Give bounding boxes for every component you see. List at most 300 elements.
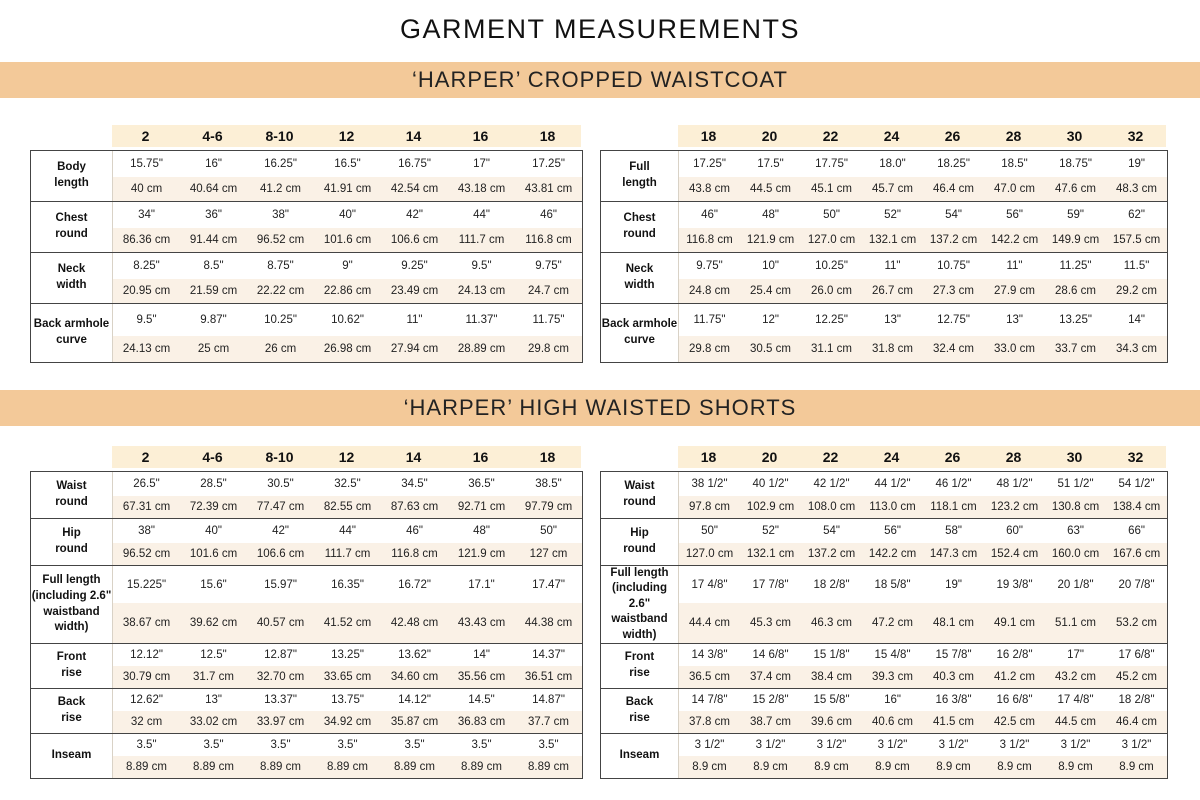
inch-value: 63" — [1067, 525, 1084, 537]
cm-value: 121.9 cm — [448, 543, 515, 565]
inch-value: 17.47" — [532, 578, 565, 591]
inch-value: 8.25" — [133, 260, 160, 272]
inch-value: 16" — [205, 158, 222, 170]
cm-value: 46.4 cm — [1106, 711, 1167, 733]
inch-value: 3 1/2" — [1121, 739, 1152, 751]
inch-value: 54" — [945, 209, 962, 221]
cm-value: 40.3 cm — [923, 666, 984, 688]
inch-value: 3 1/2" — [816, 739, 847, 751]
inch-value: 12.87" — [264, 649, 297, 661]
inch-value: 11.25" — [1059, 260, 1092, 272]
cm-value: 113.0 cm — [862, 496, 923, 518]
header-spacer — [30, 446, 112, 468]
measurement-row — [600, 733, 1168, 779]
cm-value: 8.89 cm — [448, 756, 515, 778]
measurement-label: Body length — [31, 151, 113, 201]
inch-value: 14 3/8" — [691, 649, 728, 661]
inch-value: 3 1/2" — [938, 739, 969, 751]
cm-value: 40.57 cm — [247, 603, 314, 643]
cm-value: 106.6 cm — [381, 228, 448, 252]
cm-value: 35.87 cm — [381, 711, 448, 733]
measurement-row — [30, 733, 583, 779]
inch-value: 60" — [1006, 525, 1023, 537]
inch-value: 50" — [823, 209, 840, 221]
inch-value: 3 1/2" — [694, 739, 725, 751]
header-spacer — [600, 125, 678, 147]
cm-value: 37.8 cm — [679, 711, 740, 733]
inch-value: 19 3/8" — [996, 578, 1033, 591]
inch-value: 16 6/8" — [996, 694, 1033, 706]
inch-value: 15 4/8" — [874, 649, 911, 661]
cm-value: 41.2 cm — [984, 666, 1045, 688]
inch-value: 18.0" — [879, 158, 906, 170]
cm-value: 31.8 cm — [862, 336, 923, 362]
measurement-row — [600, 303, 1168, 363]
inch-value: 14.87" — [532, 694, 565, 706]
inch-value: 30.5" — [267, 478, 294, 490]
size-header: 28 — [983, 446, 1044, 468]
measurement-label: Chest round — [601, 202, 679, 252]
cm-value: 46.4 cm — [923, 177, 984, 201]
inch-value: 50" — [701, 525, 718, 537]
size-header: 2 — [112, 446, 179, 468]
inch-value: 52" — [762, 525, 779, 537]
size-header: 30 — [1044, 446, 1105, 468]
inch-value: 13.25" — [331, 649, 364, 661]
cm-value: 29.2 cm — [1106, 279, 1167, 303]
size-header: 16 — [447, 446, 514, 468]
inch-value: 13" — [205, 694, 222, 706]
inch-value: 12.25" — [815, 314, 848, 326]
cm-value: 8.9 cm — [1106, 756, 1167, 778]
inch-value: 42" — [272, 525, 289, 537]
inch-value: 13" — [884, 314, 901, 326]
inch-value: 15 5/8" — [813, 694, 850, 706]
size-header: 24 — [861, 446, 922, 468]
cm-value: 36.5 cm — [679, 666, 740, 688]
inch-value: 9.75" — [696, 260, 723, 272]
cm-value: 30.79 cm — [113, 666, 180, 688]
measurement-row — [30, 471, 583, 519]
measurement-row — [600, 471, 1168, 519]
cm-value: 20.95 cm — [113, 279, 180, 303]
measurement-label: Front rise — [31, 644, 113, 688]
cm-value: 24.13 cm — [113, 336, 180, 362]
inch-value: 9.5" — [136, 314, 157, 326]
inch-value: 51 1/2" — [1057, 478, 1094, 490]
inch-value: 46" — [540, 209, 557, 221]
inch-value: 9.75" — [535, 260, 562, 272]
cm-value: 8.9 cm — [862, 756, 923, 778]
inch-value: 54" — [823, 525, 840, 537]
inch-value: 16 2/8" — [996, 649, 1033, 661]
cm-value: 51.1 cm — [1045, 603, 1106, 643]
inch-value: 3.5" — [337, 739, 358, 751]
section-title-shorts: ‘HARPER’ HIGH WAISTED SHORTS — [0, 390, 1200, 426]
measurement-label: Inseam — [601, 734, 679, 778]
inch-value: 17 4/8" — [1057, 694, 1094, 706]
inch-value: 32.5" — [334, 478, 361, 490]
size-header: 4-6 — [179, 125, 246, 147]
inch-value: 17.25" — [693, 158, 726, 170]
cm-value: 127.0 cm — [679, 543, 740, 565]
cm-value: 116.8 cm — [679, 228, 740, 252]
cm-value: 48.1 cm — [923, 603, 984, 643]
inch-value: 10.25" — [815, 260, 848, 272]
cm-value: 41.2 cm — [247, 177, 314, 201]
inch-value: 36" — [205, 209, 222, 221]
cm-value: 137.2 cm — [923, 228, 984, 252]
cm-value: 8.89 cm — [314, 756, 381, 778]
cm-value: 29.8 cm — [679, 336, 740, 362]
measurement-label: Hip round — [601, 519, 679, 565]
cm-value: 36.83 cm — [448, 711, 515, 733]
header-spacer — [600, 446, 678, 468]
inch-value: 40" — [205, 525, 222, 537]
size-header-row — [30, 125, 583, 147]
waistcoat-table-small-sizes — [30, 125, 583, 363]
page-title: GARMENT MEASUREMENTS — [399, 14, 801, 44]
cm-value: 45.2 cm — [1106, 666, 1167, 688]
measurement-row — [600, 688, 1168, 734]
measurement-row — [600, 518, 1168, 566]
inch-value: 66" — [1128, 525, 1145, 537]
cm-value: 40.64 cm — [180, 177, 247, 201]
measurement-row — [600, 201, 1168, 253]
cm-value: 32 cm — [113, 711, 180, 733]
inch-value: 11.75" — [693, 314, 726, 326]
inch-value: 15 7/8" — [935, 649, 972, 661]
measurement-label: Back armhole curve — [601, 304, 679, 362]
inch-value: 11.75" — [532, 314, 565, 326]
inch-value: 36.5" — [468, 478, 495, 490]
cm-value: 8.9 cm — [1045, 756, 1106, 778]
cm-value: 147.3 cm — [923, 543, 984, 565]
inch-value: 3.5" — [203, 739, 224, 751]
inch-value: 17.1" — [468, 578, 495, 591]
cm-value: 8.89 cm — [515, 756, 582, 778]
size-header: 8-10 — [246, 125, 313, 147]
inch-value: 3.5" — [270, 739, 291, 751]
inch-value: 18 5/8" — [874, 578, 911, 591]
cm-value: 24.13 cm — [448, 279, 515, 303]
inch-value: 38 1/2" — [691, 478, 728, 490]
inch-value: 14" — [1128, 314, 1145, 326]
cm-value: 8.9 cm — [984, 756, 1045, 778]
inch-value: 11" — [1006, 260, 1023, 272]
inch-value: 15.6" — [200, 578, 227, 591]
cm-value: 116.8 cm — [515, 228, 582, 252]
inch-value: 46" — [406, 525, 423, 537]
inch-value: 16.5" — [334, 158, 361, 170]
inch-value: 19" — [945, 578, 962, 591]
cm-value: 142.2 cm — [984, 228, 1045, 252]
cm-value: 48.3 cm — [1106, 177, 1167, 201]
cm-value: 22.86 cm — [314, 279, 381, 303]
size-header: 18 — [678, 446, 739, 468]
cm-value: 86.36 cm — [113, 228, 180, 252]
inch-value: 3 1/2" — [999, 739, 1030, 751]
section-title-waistcoat: ‘HARPER’ CROPPED WAISTCOAT — [0, 62, 1200, 98]
cm-value: 27.94 cm — [381, 336, 448, 362]
cm-value: 43.81 cm — [515, 177, 582, 201]
inch-value: 14 7/8" — [691, 694, 728, 706]
cm-value: 77.47 cm — [247, 496, 314, 518]
measurement-row — [600, 565, 1168, 644]
cm-value: 91.44 cm — [180, 228, 247, 252]
cm-value: 32.4 cm — [923, 336, 984, 362]
cm-value: 47.0 cm — [984, 177, 1045, 201]
cm-value: 67.31 cm — [113, 496, 180, 518]
inch-value: 10.75" — [937, 260, 970, 272]
size-header-row — [30, 446, 583, 468]
cm-value: 40 cm — [113, 177, 180, 201]
cm-value: 35.56 cm — [448, 666, 515, 688]
size-header: 16 — [447, 125, 514, 147]
inch-value: 17.25" — [532, 158, 565, 170]
cm-value: 33.02 cm — [180, 711, 247, 733]
cm-value: 96.52 cm — [247, 228, 314, 252]
cm-value: 23.49 cm — [381, 279, 448, 303]
inch-value: 12.5" — [200, 649, 227, 661]
inch-value: 17.5" — [757, 158, 784, 170]
cm-value: 101.6 cm — [180, 543, 247, 565]
inch-value: 3.5" — [471, 739, 492, 751]
cm-value: 111.7 cm — [448, 228, 515, 252]
inch-value: 15.225" — [126, 578, 167, 591]
inch-value: 12.12" — [130, 649, 163, 661]
measurement-row — [600, 252, 1168, 304]
cm-value: 43.8 cm — [679, 177, 740, 201]
inch-value: 17 4/8" — [691, 578, 728, 591]
cm-value: 92.71 cm — [448, 496, 515, 518]
inch-value: 34.5" — [401, 478, 428, 490]
inch-value: 34" — [138, 209, 155, 221]
cm-value: 123.2 cm — [984, 496, 1045, 518]
inch-value: 11.37" — [465, 314, 498, 326]
inch-value: 16.75" — [398, 158, 431, 170]
measurement-row — [30, 201, 583, 253]
inch-value: 3.5" — [136, 739, 157, 751]
size-header: 30 — [1044, 125, 1105, 147]
cm-value: 36.51 cm — [515, 666, 582, 688]
cm-value: 87.63 cm — [381, 496, 448, 518]
measurement-row — [30, 688, 583, 734]
inch-value: 50" — [540, 525, 557, 537]
cm-value: 46.3 cm — [801, 603, 862, 643]
inch-value: 12.75" — [937, 314, 970, 326]
cm-value: 41.91 cm — [314, 177, 381, 201]
inch-value: 9.87" — [200, 314, 227, 326]
inch-value: 12" — [762, 314, 779, 326]
inch-value: 15 1/8" — [813, 649, 850, 661]
measurement-label: Neck width — [601, 253, 679, 303]
cm-value: 39.62 cm — [180, 603, 247, 643]
cm-value: 43.2 cm — [1045, 666, 1106, 688]
size-header: 2 — [112, 125, 179, 147]
inch-value: 48" — [762, 209, 779, 221]
inch-value: 13.75" — [331, 694, 364, 706]
cm-value: 101.6 cm — [314, 228, 381, 252]
cm-value: 33.97 cm — [247, 711, 314, 733]
cm-value: 157.5 cm — [1106, 228, 1167, 252]
size-header: 8-10 — [246, 446, 313, 468]
cm-value: 42.54 cm — [381, 177, 448, 201]
cm-value: 27.9 cm — [984, 279, 1045, 303]
inch-value: 17.75" — [815, 158, 848, 170]
inch-value: 14.37" — [532, 649, 565, 661]
measurement-label: Full length — [601, 151, 679, 201]
cm-value: 49.1 cm — [984, 603, 1045, 643]
inch-value: 42" — [406, 209, 423, 221]
inch-value: 48 1/2" — [996, 478, 1033, 490]
inch-value: 16.72" — [398, 578, 431, 591]
inch-value: 16 3/8" — [935, 694, 972, 706]
cm-value: 31.7 cm — [180, 666, 247, 688]
cm-value: 8.89 cm — [113, 756, 180, 778]
inch-value: 11" — [406, 314, 423, 326]
measurement-label: Chest round — [31, 202, 113, 252]
inch-value: 11" — [884, 260, 901, 272]
cm-value: 108.0 cm — [801, 496, 862, 518]
size-header: 20 — [739, 446, 800, 468]
inch-value: 18.5" — [1001, 158, 1028, 170]
cm-value: 152.4 cm — [984, 543, 1045, 565]
measurement-label: Full length (including 2.6" waistband width) — [601, 566, 679, 643]
measurement-row — [600, 150, 1168, 202]
cm-value: 116.8 cm — [381, 543, 448, 565]
cm-value: 132.1 cm — [740, 543, 801, 565]
cm-value: 8.9 cm — [923, 756, 984, 778]
inch-value: 9.25" — [401, 260, 428, 272]
inch-value: 56" — [884, 525, 901, 537]
inch-value: 8.5" — [203, 260, 224, 272]
cm-value: 41.52 cm — [314, 603, 381, 643]
cm-value: 43.18 cm — [448, 177, 515, 201]
cm-value: 45.3 cm — [740, 603, 801, 643]
cm-value: 25 cm — [180, 336, 247, 362]
cm-value: 42.5 cm — [984, 711, 1045, 733]
cm-value: 37.4 cm — [740, 666, 801, 688]
inch-value: 13.25" — [1059, 314, 1092, 326]
size-header: 24 — [861, 125, 922, 147]
size-header: 12 — [313, 125, 380, 147]
inch-value: 14" — [473, 649, 490, 661]
cm-value: 24.8 cm — [679, 279, 740, 303]
inch-value: 12.62" — [130, 694, 163, 706]
cm-value: 8.9 cm — [679, 756, 740, 778]
cm-value: 38.67 cm — [113, 603, 180, 643]
size-header: 26 — [922, 446, 983, 468]
size-header: 20 — [739, 125, 800, 147]
measurement-label: Hip round — [31, 519, 113, 565]
cm-value: 149.9 cm — [1045, 228, 1106, 252]
inch-value: 3.5" — [538, 739, 559, 751]
cm-value: 47.2 cm — [862, 603, 923, 643]
inch-value: 28.5" — [200, 478, 227, 490]
measurement-row — [30, 518, 583, 566]
cm-value: 53.2 cm — [1106, 603, 1167, 643]
inch-value: 18 2/8" — [813, 578, 850, 591]
cm-value: 160.0 cm — [1045, 543, 1106, 565]
cm-value: 39.3 cm — [862, 666, 923, 688]
size-header: 18 — [678, 125, 739, 147]
cm-value: 44.5 cm — [1045, 711, 1106, 733]
inch-value: 17 7/8" — [752, 578, 789, 591]
inch-value: 38" — [138, 525, 155, 537]
inch-value: 38" — [272, 209, 289, 221]
inch-value: 3 1/2" — [877, 739, 908, 751]
size-header: 18 — [514, 446, 581, 468]
cm-value: 38.7 cm — [740, 711, 801, 733]
cm-value: 26 cm — [247, 336, 314, 362]
measurement-row — [30, 643, 583, 689]
cm-value: 8.9 cm — [740, 756, 801, 778]
measurement-label: Back rise — [601, 689, 679, 733]
inch-value: 13" — [1006, 314, 1023, 326]
cm-value: 130.8 cm — [1045, 496, 1106, 518]
cm-value: 41.5 cm — [923, 711, 984, 733]
inch-value: 62" — [1128, 209, 1145, 221]
cm-value: 8.89 cm — [247, 756, 314, 778]
measurement-label: Waist round — [601, 472, 679, 518]
measurement-row — [600, 643, 1168, 689]
cm-value: 96.52 cm — [113, 543, 180, 565]
inch-value: 17" — [1067, 649, 1084, 661]
cm-value: 167.6 cm — [1106, 543, 1167, 565]
inch-value: 3.5" — [404, 739, 425, 751]
cm-value: 26.0 cm — [801, 279, 862, 303]
measurement-label: Waist round — [31, 472, 113, 518]
cm-value: 27.3 cm — [923, 279, 984, 303]
measurement-label: Front rise — [601, 644, 679, 688]
inch-value: 10.25" — [264, 314, 297, 326]
inch-value: 8.75" — [267, 260, 294, 272]
measurement-row — [30, 303, 583, 363]
size-header: 14 — [380, 125, 447, 147]
size-header-row — [600, 125, 1168, 147]
cm-value: 26.7 cm — [862, 279, 923, 303]
cm-value: 29.8 cm — [515, 336, 582, 362]
cm-value: 44.5 cm — [740, 177, 801, 201]
size-header: 26 — [922, 125, 983, 147]
cm-value: 33.65 cm — [314, 666, 381, 688]
cm-value: 32.70 cm — [247, 666, 314, 688]
inch-value: 40" — [339, 209, 356, 221]
inch-value: 9" — [342, 260, 353, 272]
size-header: 22 — [800, 446, 861, 468]
measurement-label: Full length (including 2.6" waistband width) — [31, 566, 113, 643]
inch-value: 26.5" — [133, 478, 160, 490]
inch-value: 19" — [1128, 158, 1145, 170]
inch-value: 14 6/8" — [752, 649, 789, 661]
cm-value: 33.7 cm — [1045, 336, 1106, 362]
cm-value: 137.2 cm — [801, 543, 862, 565]
cm-value: 42.48 cm — [381, 603, 448, 643]
inch-value: 56" — [1006, 209, 1023, 221]
inch-value: 58" — [945, 525, 962, 537]
cm-value: 40.6 cm — [862, 711, 923, 733]
cm-value: 34.3 cm — [1106, 336, 1167, 362]
inch-value: 9.5" — [471, 260, 492, 272]
size-header: 32 — [1105, 125, 1166, 147]
cm-value: 106.6 cm — [247, 543, 314, 565]
cm-value: 8.9 cm — [801, 756, 862, 778]
cm-value: 121.9 cm — [740, 228, 801, 252]
shorts-table-large-sizes — [600, 446, 1168, 779]
size-header: 14 — [380, 446, 447, 468]
size-header: 18 — [514, 125, 581, 147]
